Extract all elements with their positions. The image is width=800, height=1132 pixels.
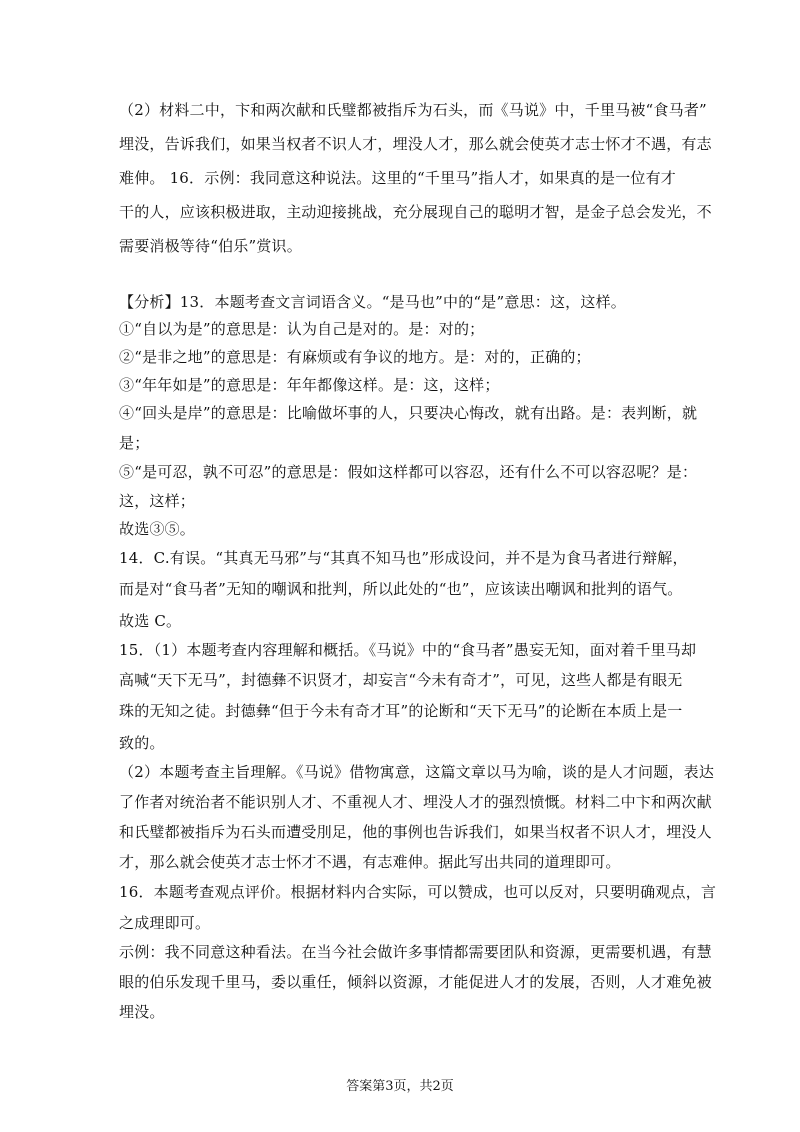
answer-line: 干的人，应该积极进取，主动迎接挑战，充分展现自己的聪明才智，是金子总会发光，不 — [119, 203, 712, 221]
analysis-line: 之成理即可。 — [119, 914, 211, 932]
analysis-line: ④“回头是岸”的意思是：比喻做坏事的人，只要决心悔改，就有出路。是：表判断，就 — [119, 404, 698, 422]
analysis-line: 15．（1）本题考查内容理解和概括。《马说》中的“食马者”愚妄无知，面对着千里马却 — [119, 641, 697, 659]
analysis-line: 才，那么就会使英才志士怀才不遇，有志难伸。据此写出共同的道理即可。 — [119, 853, 621, 871]
answer-line: 需要消极等待“伯乐”赏识。 — [119, 237, 302, 255]
page-footer: 答案第3页，共2页 — [346, 1079, 454, 1094]
answer-line: 埋没，告诉我们，如果当权者不识人才，埋没人才，那么就会使英才志士怀才不遇，有志 — [119, 135, 712, 153]
analysis-line: 眼的伯乐发现千里马，委以重任，倾斜以资源，才能促进人才的发展，否则，人才难免被 — [119, 973, 712, 991]
analysis-line: 致的。 — [119, 734, 165, 752]
analysis-line: 故选 C。 — [119, 612, 182, 630]
analysis-line: 【分析】13．本题考查文言词语含义。“是马也”中的“是”意思：这，这样。 — [119, 293, 626, 311]
analysis-line: 高喊“天下无马”，封德彝不识贤才，却妄言“今未有奇才”，可见，这些人都是有眼无 — [119, 671, 683, 689]
answer-line: 难伸。 16．示例：我同意这种说法。这里的“千里马”指人才，如果真的是一位有才 — [119, 169, 676, 187]
analysis-line: 16．本题考查观点评价。根据材料内合实际，可以赞成，也可以反对，只要明确观点，言 — [119, 883, 717, 901]
analysis-line: ⑤“是可忍，孰不可忍”的意思是：假如这样都可以容忍，还有什么不可以容忍呢？是： — [119, 463, 698, 481]
analysis-line: ③“年年如是”的意思是：年年都像这样。是：这，这样； — [119, 376, 500, 394]
analysis-line: 是； — [119, 434, 150, 452]
analysis-line: （2）本题考查主旨理解。《马说》借物寓意，这篇文章以马为喻，谈的是人才问题，表达 — [119, 763, 715, 781]
answer-line: （2）材料二中，卞和两次献和氏璧都被指斥为石头，而《马说》中，千里马被“食马者” — [119, 101, 707, 119]
analysis-line: 了作者对统治者不能识别人才、不重视人才、埋没人才的强烈愤慨。材料二中卞和两次献 — [119, 793, 712, 811]
analysis-line: 珠的无知之徒。封德彝“但于今未有奇才耳”的论断和“天下无马”的论断在本质上是一 — [119, 702, 683, 720]
analysis-line: 而是对“食马者”无知的嘲讽和批判，所以此处的“也”，应该读出嘲讽和批判的语气。 — [119, 580, 683, 598]
analysis-line: 示例：我不同意这种看法。在当今社会做许多事情都需要团队和资源，更需要机遇，有慧 — [119, 943, 712, 961]
analysis-line: 这，这样； — [119, 492, 196, 510]
analysis-line: 故选③⑤。 — [119, 520, 196, 538]
analysis-line: ②“是非之地”的意思是：有麻烦或有争议的地方。是：对的，正确的； — [119, 348, 591, 366]
analysis-line: 14．C.有误。“其真无马邪”与“其真不知马也”形成设问，并不是为食马者进行辩解， — [119, 549, 688, 567]
analysis-line: 和氏璧都被指斥为石头而遭受刖足，他的事例也告诉我们，如果当权者不识人才，埋没人 — [119, 823, 712, 841]
analysis-line: ①“自以为是”的意思是：认为自己是对的。是：对的； — [119, 320, 485, 338]
analysis-line: 埋没。 — [119, 1003, 165, 1021]
